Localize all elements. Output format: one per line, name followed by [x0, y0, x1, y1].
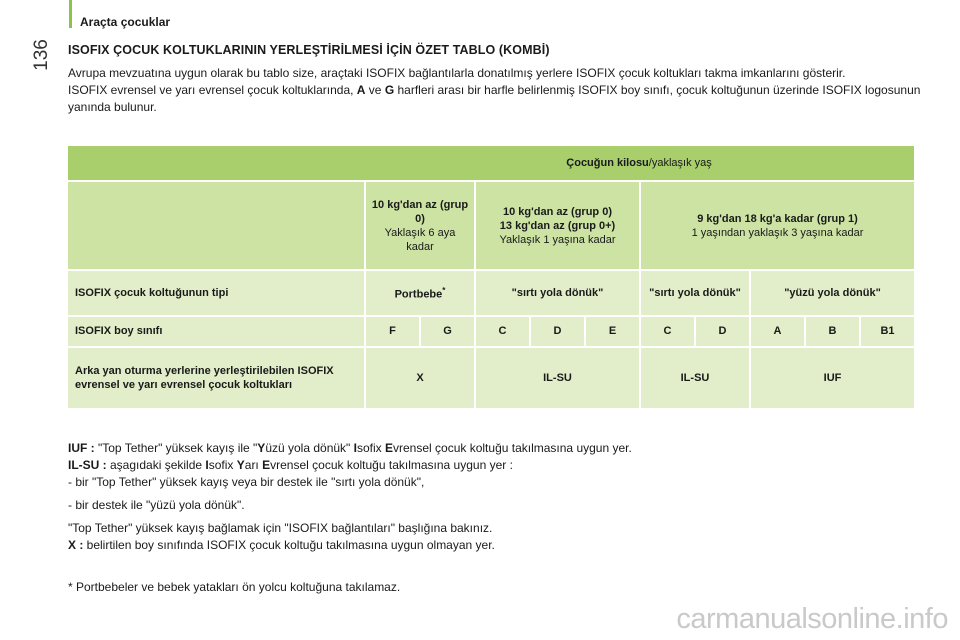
group-age: Yaklaşık 1 yaşına kadar	[499, 233, 616, 246]
group-title: 10 kg'dan az (grup 0)	[503, 205, 612, 218]
note-letter: Y	[257, 441, 266, 455]
type-cell	[364, 271, 474, 315]
group-age: 1 yaşından yaklaşık 3 yaşına kadar	[691, 226, 864, 239]
intro-text: ISOFIX evrensel ve yarı evrensel çocuk koltuklarında,	[68, 83, 357, 97]
seat-cell: IL-SU	[639, 348, 749, 409]
note-x	[68, 537, 928, 554]
group-title: 10 kg'dan az (grup 0)	[371, 198, 469, 225]
note-key: IL-SU :	[68, 458, 110, 472]
type-cell: "sırtı yola dönük"	[639, 271, 749, 315]
page-title: ISOFIX ÇOCUK KOLTUKLARININ YERLEŞTİRİLMESİ İÇİN ÖZET TABLO (KOMBİ)	[68, 43, 550, 57]
note-letter: Y	[236, 458, 245, 472]
size-cell: E	[584, 317, 639, 345]
note-text: sofix	[356, 441, 385, 455]
seat-cell: IL-SU	[474, 348, 639, 409]
note-text: aşagıdaki şekilde	[110, 458, 206, 472]
intro-text: harfleri arası bir harfle belirlenmiş ISOFIX boy sınıfı, çocuk koltuğunun üzerinde ISOFIX logosunun yanında bulunur.	[68, 83, 921, 114]
note-letter: I	[353, 441, 357, 455]
note-letter: E	[262, 458, 271, 472]
letter-a: A	[356, 83, 366, 97]
isofix-summary-table	[68, 144, 914, 410]
table-row	[68, 348, 914, 409]
seat-cell: IUF	[749, 348, 914, 409]
group-title: 9 kg'dan 18 kg'a kadar (grup 1)	[697, 212, 858, 225]
intro-paragraph	[68, 65, 928, 116]
size-cell: B1	[859, 317, 914, 345]
row-label: ISOFIX boy sınıfı	[68, 317, 364, 345]
footnote: * Portbebeler ve bebek yatakları ön yolcu koltuğuna takılamaz.	[68, 580, 401, 594]
weight-header-rest: /yaklaşık yaş	[648, 157, 712, 170]
size-cell: F	[364, 317, 419, 345]
intro-line-2	[68, 82, 928, 116]
note-text: vrensel çocuk koltuğu takılmasına uygun yer :	[270, 458, 513, 472]
note-key: X :	[68, 538, 87, 552]
table-row	[68, 317, 914, 345]
size-cell: A	[749, 317, 804, 345]
row-label: Arka yan oturma yerlerine yerleştirilebilen ISOFIX evrensel ve yarı evrensel çocuk koltukları	[68, 348, 364, 409]
note-text: sofix	[208, 458, 237, 472]
group-cell	[639, 182, 914, 269]
section-accent-rule	[69, 0, 72, 28]
group-cell	[364, 182, 474, 269]
note-text: belirtilen boy sınıfında ISOFIX çocuk koltuğu takılmasına uygun olmayan yer.	[86, 538, 495, 552]
weight-header-spacer	[68, 146, 364, 180]
weight-header-bold: Çocuğun kilosu	[566, 157, 649, 170]
size-cell: D	[694, 317, 749, 345]
table-row	[68, 146, 914, 180]
note-bullet: - bir destek ile "yüzü yola dönük".	[68, 498, 245, 512]
groups-label-cell	[68, 182, 364, 269]
intro-line-1: Avrupa mevzuatına uygun olarak bu tablo size, araçtaki ISOFIX bağlantılarla donatılmış yerlere ISOFIX çocuk koltukları takma imkanlarını gösterir.	[68, 66, 846, 80]
note-text: "Top Tether" yüksek kayış ile "	[98, 441, 258, 455]
note-text: üzü yola dönük"	[265, 441, 354, 455]
note-key: IUF :	[68, 441, 98, 455]
note-iuf	[68, 440, 928, 457]
note-bullet: - bir "Top Tether" yüksek kayış veya bir destek ile "sırtı yola dönük",	[68, 475, 425, 489]
table-row	[68, 182, 914, 269]
seat-cell: X	[364, 348, 474, 409]
group-title: 13 kg'dan az (grup 0+)	[499, 219, 616, 232]
size-cell: C	[474, 317, 529, 345]
note-top-tether: "Top Tether" yüksek kayış bağlamak için "ISOFIX bağlantıları" başlığına bakınız.	[68, 521, 493, 535]
type-cell: "yüzü yola dönük"	[749, 271, 914, 315]
size-cell: D	[529, 317, 584, 345]
footnote-star: *	[442, 286, 446, 296]
type-cell: "sırtı yola dönük"	[474, 271, 639, 315]
section-title: Araçta çocuklar	[80, 15, 171, 29]
group-cell	[474, 182, 639, 269]
size-cell: B	[804, 317, 859, 345]
note-ilsu	[68, 457, 928, 474]
page-number: 136	[31, 39, 52, 71]
note-text: arı	[244, 458, 263, 472]
type-portbebe: Portbebe	[394, 288, 443, 301]
note-letter: E	[385, 441, 394, 455]
watermark: carmanualsonline.info	[676, 603, 948, 635]
size-cell: G	[419, 317, 474, 345]
legend-notes	[68, 440, 928, 554]
group-age: Yaklaşık 6 aya kadar	[384, 226, 456, 253]
row-label: ISOFIX çocuk koltuğunun tipi	[68, 271, 364, 315]
weight-header	[364, 146, 914, 180]
letter-g: G	[384, 83, 395, 97]
note-letter: I	[205, 458, 209, 472]
intro-text: ve	[365, 83, 385, 97]
note-text: vrensel çocuk koltuğu takılmasına uygun yer.	[393, 441, 632, 455]
size-cell: C	[639, 317, 694, 345]
table-row	[68, 271, 914, 315]
